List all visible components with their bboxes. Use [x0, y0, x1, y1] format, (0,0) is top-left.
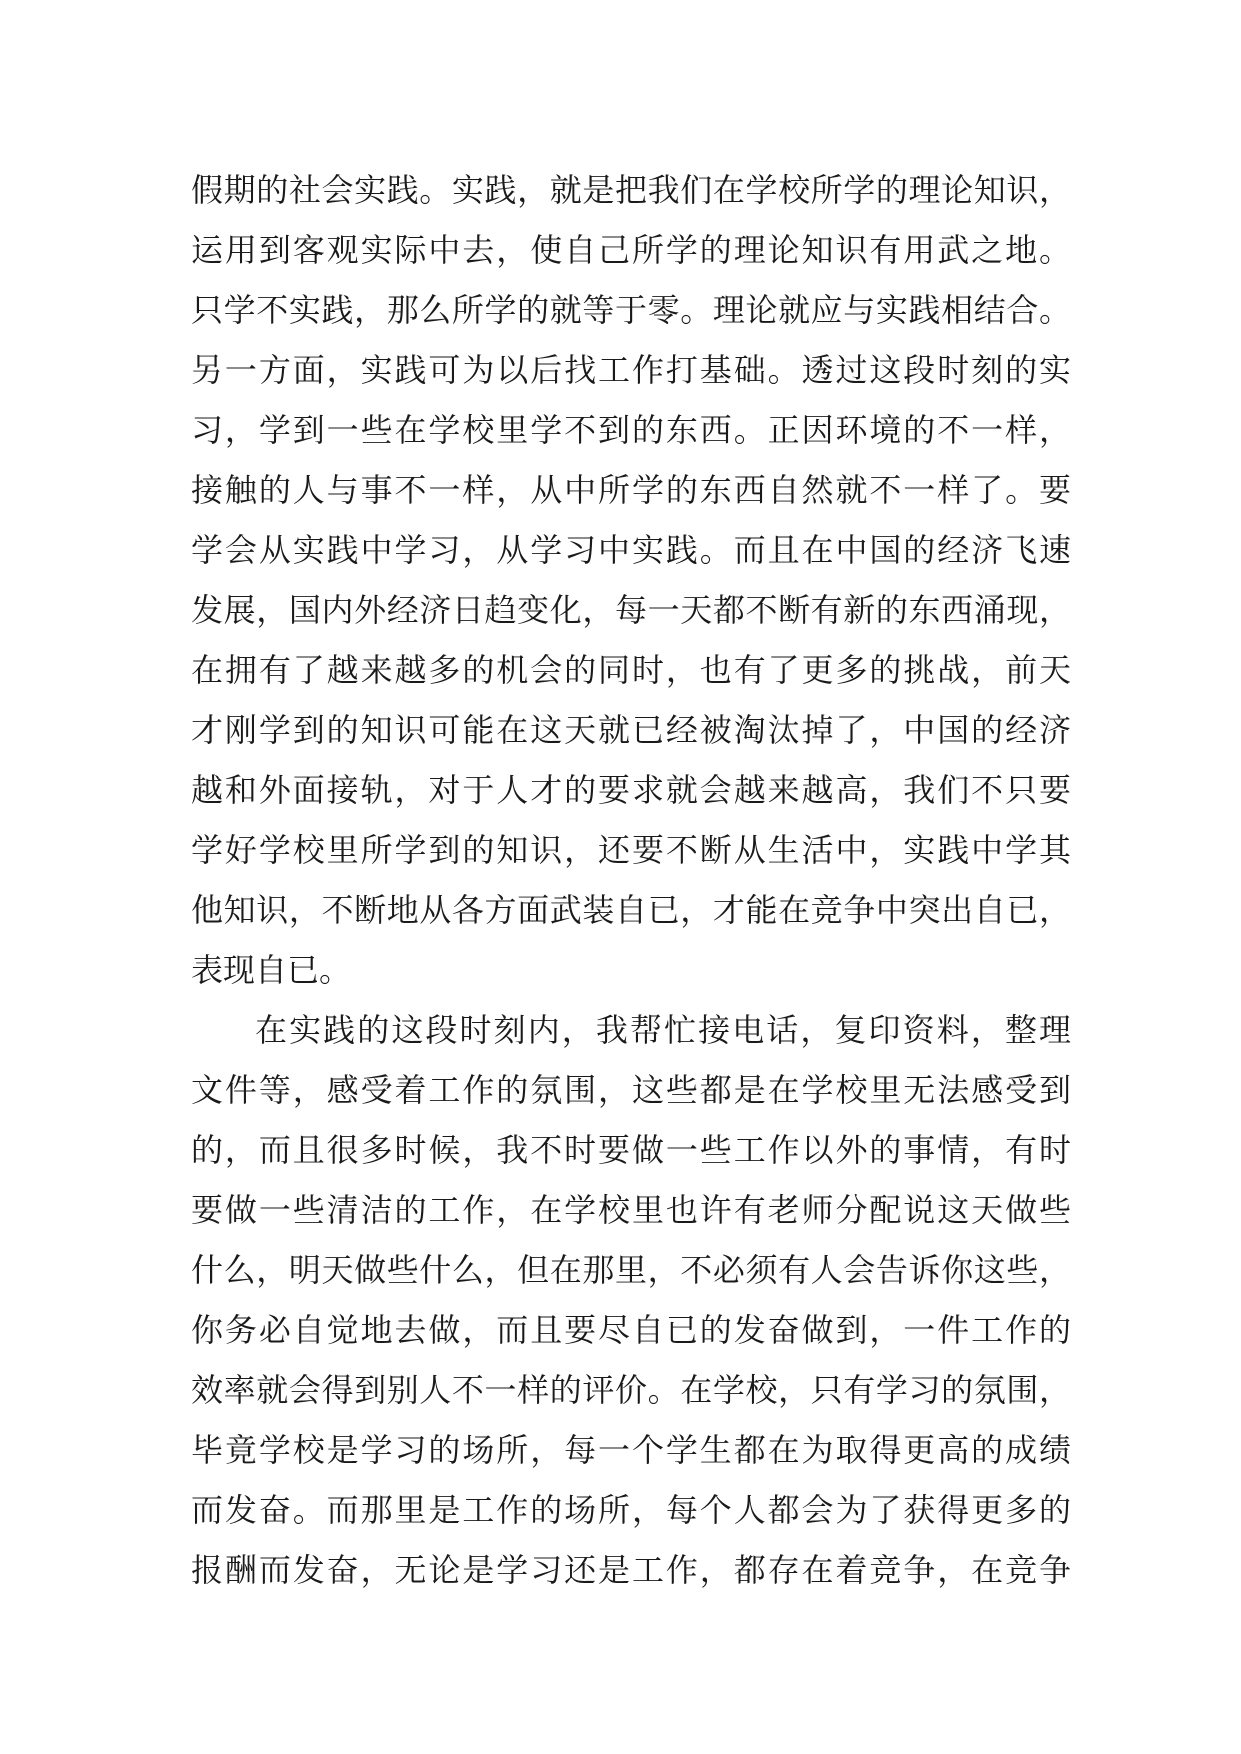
text-line: 而发奋。而那里是工作的场所，每个人都会为了获得更多的	[191, 1491, 1071, 1529]
text-line: 报酬而发奋，无论是学习还是工作，都存在着竞争，在竞争	[191, 1551, 1071, 1589]
text-line: 他知识，不断地从各方面武装自已，才能在竞争中突出自已，	[191, 891, 1071, 929]
text-line: 假期的社会实践。实践，就是把我们在学校所学的理论知识，	[191, 171, 1071, 209]
body-text	[191, 160, 1071, 1600]
text-line: 毕竟学校是学习的场所，每一个学生都在为取得更高的成绩	[191, 1431, 1071, 1469]
text-line: 的，而且很多时候，我不时要做一些工作以外的事情，有时	[191, 1131, 1071, 1169]
text-line: 学会从实践中学习，从学习中实践。而且在中国的经济飞速	[191, 531, 1071, 569]
text-line: 在实践的这段时刻内，我帮忙接电话，复印资料，整理	[255, 1011, 1071, 1049]
text-line: 越和外面接轨，对于人才的要求就会越来越高，我们不只要	[191, 771, 1071, 809]
text-line: 接触的人与事不一样，从中所学的东西自然就不一样了。要	[191, 471, 1071, 509]
text-line: 运用到客观实际中去，使自己所学的理论知识有用武之地。	[191, 231, 1071, 269]
text-line: 效率就会得到别人不一样的评价。在学校，只有学习的氛围，	[191, 1371, 1071, 1409]
text-line: 学好学校里所学到的知识，还要不断从生活中，实践中学其	[191, 831, 1071, 869]
text-line: 文件等，感受着工作的氛围，这些都是在学校里无法感受到	[191, 1071, 1071, 1109]
text-line: 只学不实践，那么所学的就等于零。理论就应与实践相结合。	[191, 291, 1071, 329]
text-line: 习，学到一些在学校里学不到的东西。正因环境的不一样，	[191, 411, 1071, 449]
text-line: 你务必自觉地去做，而且要尽自已的发奋做到，一件工作的	[191, 1311, 1071, 1349]
text-line: 在拥有了越来越多的机会的同时，也有了更多的挑战，前天	[191, 651, 1071, 689]
text-line: 表现自已。	[191, 951, 352, 989]
text-line: 发展，国内外经济日趋变化，每一天都不断有新的东西涌现，	[191, 591, 1071, 629]
text-line: 另一方面，实践可为以后找工作打基础。透过这段时刻的实	[191, 351, 1071, 389]
text-line: 才刚学到的知识可能在这天就已经被淘汰掉了，中国的经济	[191, 711, 1071, 749]
text-line: 要做一些清洁的工作，在学校里也许有老师分配说这天做些	[191, 1191, 1071, 1229]
text-line: 什么，明天做些什么，但在那里，不必须有人会告诉你这些，	[191, 1251, 1071, 1289]
